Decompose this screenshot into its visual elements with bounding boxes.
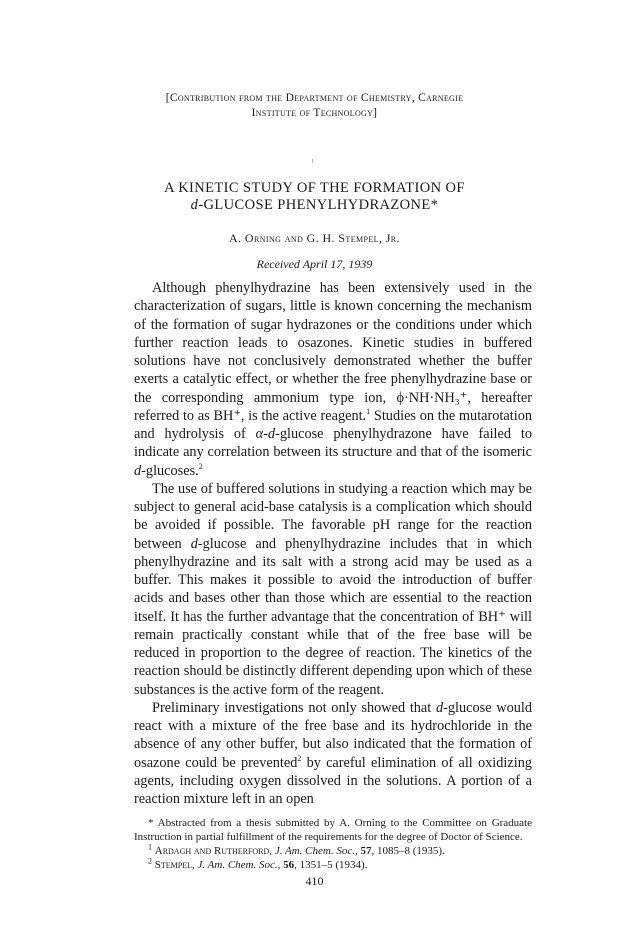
p3-d: d [435, 699, 444, 716]
footnote-1-rest: , 1085–8 (1935). [371, 845, 445, 857]
footnote-2 [134, 858, 532, 872]
footnote-2-journal: J. Am. Chem. Soc., [197, 859, 281, 871]
page-number: 410 [305, 874, 324, 888]
header-line-1: [Contribution from the Department of Chemistry, Carnegie [165, 92, 464, 104]
footnote-1 [134, 844, 532, 858]
p2-text-a: The use of buffered solutions in studying a reaction which may be subject to general acid-base catalysis is a complication which should be avoided if possible. The favorable pH range for the reaction between [134, 480, 532, 552]
p3-footnote-ref: 2 [297, 753, 302, 763]
paragraph-2 [134, 480, 532, 699]
title-line-1: A KINETIC STUDY OF THE FORMATION OF [164, 180, 465, 196]
footnote-2-mark: 2 [148, 856, 152, 866]
paragraph-3 [134, 699, 532, 809]
title-line-2 [0, 197, 629, 214]
footnote-1-volume: 57 [360, 845, 372, 857]
p2-text-b: -glucose and phenylhydrazine includes that in which phenylhydrazine and its salt with a strong acid may be used as a buffer. This makes it possible to avoid the introduction of buffer acids and bases other than those which are essential to the reaction itself. It has the further advantage that the concentration of BH⁺ will remain practically constant while that of the free base will be reduced in proportion to the degree of reaction. The kinetics of the reaction should be distinctly different depending upon which of these substances is the active form of the reagent. [134, 535, 532, 698]
p1-text-c: -glucose phenylhydrazone have failed to indicate any correlation between its structure and that of the isomeric [134, 426, 532, 461]
footnote-2-rest: , 1351–5 (1934). [294, 859, 368, 871]
p1-text-a: Although phenylhydrazine has been extensively used in the characterization of sugars, little is known concerning the mechanism of the formation of sugar hydrazones or the conditions under which further reaction leads to osazones. Kinetic studies in buffered solutions have not conclusively demonstrated whether the buffer exerts a catalytic effect, or whether the free phenylhydrazine base or the corresponding ammonium type ion, [134, 280, 532, 406]
article-body [134, 279, 532, 808]
title-italic-prefix: d [190, 197, 199, 213]
footnote-1-authors: Ardagh and Rutherford, [154, 845, 273, 857]
p1-text-b: Studies on the mutarotation and hydrolysis of [134, 407, 532, 442]
title-line-2-rest: -GLUCOSE PHENYLHYDRAZONE* [198, 197, 439, 213]
p1-text-d: -glucoses. [141, 462, 199, 479]
p1-footnote-ref-2: 2 [198, 461, 203, 471]
p1-d: d [134, 462, 142, 479]
header-line-2: Institute of Technology] [251, 107, 378, 119]
p3-text-b: -glucose would react with a mixture of the free base and its hydrochloride in the absence of any other buffer, but also indicated that the formation of osazone could be prevented [134, 699, 533, 771]
footnote-2-volume: 56 [283, 859, 295, 871]
footnotes [134, 816, 532, 872]
p2-d: d [190, 535, 198, 552]
p1-footnote-ref-1: 1 [366, 406, 371, 416]
p1-formula: ϕ·NH·NH₃⁺, hereafter referred to as BH⁺, is the active reagent. [134, 389, 533, 424]
p3-text-a: Preliminary investigations not only showed that [152, 699, 436, 716]
p3-text-c: by careful elimination of all oxidizing agents, including oxygen dissolved in the solutions. A portion of a reaction mixture left in an open [134, 754, 532, 807]
footnote-2-authors: Stempel, [154, 859, 195, 871]
p1-alpha-d: α-d [255, 426, 276, 442]
article-title [0, 180, 629, 214]
footnote-1-journal: J. Am. Chem. Soc., [274, 845, 358, 857]
paragraph-1 [134, 279, 532, 480]
received-date: Received April 17, 1939 [256, 257, 373, 271]
print-mark [312, 159, 313, 163]
footnote-star: * Abstracted from a thesis submitted by A. Orning to the Committee on Graduate Instruction in partial fulfillment of the requirements for the degree of Doctor of Science. [134, 817, 532, 843]
footnote-1-mark: 1 [148, 842, 152, 852]
authors: A. Orning and G. H. Stempel, Jr. [229, 231, 400, 245]
contribution-header [0, 91, 629, 121]
